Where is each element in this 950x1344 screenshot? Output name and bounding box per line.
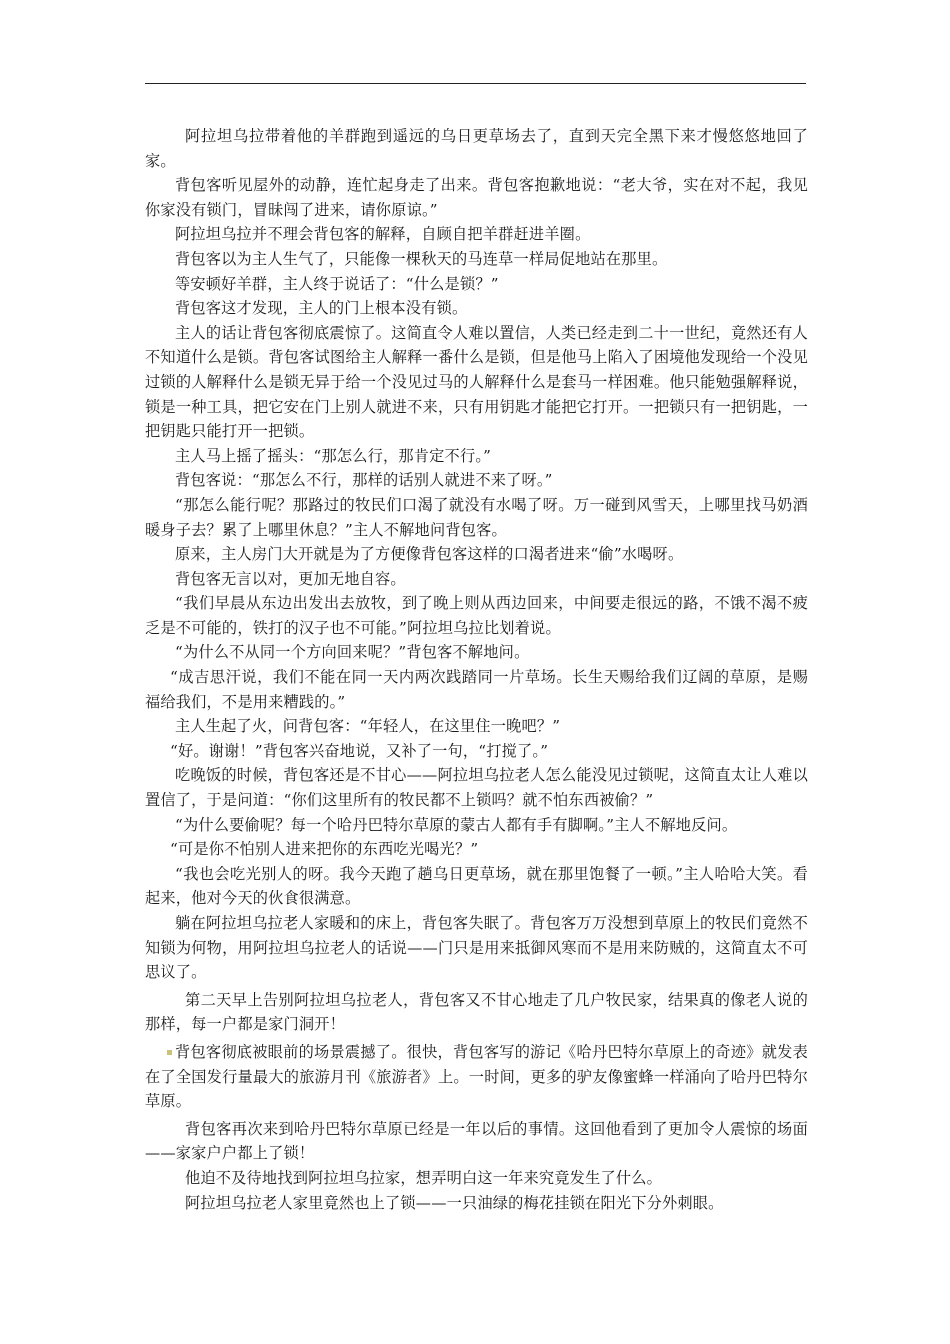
paragraph (145, 1040, 808, 1114)
paragraph: 背包客以为主人生气了，只能像一棵秋天的马连草一样局促地站在那里。 (175, 249, 668, 268)
paragraph: “为什么要偷呢？每一个哈丹巴特尔草原的蒙古人都有手有脚啊。”主人不解地反问。 (175, 815, 738, 834)
stray-mark-icon (167, 1050, 172, 1055)
paragraph: 背包客听见屋外的动静，连忙起身走了出来。背包客抱歉地说：“老大爷，实在对不起，我见你家没有锁门，冒昧闯了进来，请你原谅。” (145, 176, 808, 219)
paragraph: 背包客无言以对，更加无地自容。 (175, 569, 406, 588)
paragraph: 阿拉坦乌拉并不理会背包客的解释，自顾自把羊群赶进羊圈。 (175, 225, 591, 244)
paragraph: 背包客这才发现，主人的门上根本没有锁。 (175, 299, 468, 318)
paragraph: 主人马上摇了摇头：“那怎么行，那肯定不行。” (175, 446, 492, 465)
paragraph: 主人的话让背包客彻底震惊了。这简直令人难以置信，人类已经走到二十一世纪，竟然还有人不知道什么是锁。背包客试图给主人解释一番什么是锁，但是他马上陷入了困境他发现给一个没见过锁的人解释什么是锁无异于给一个没见过马的人解释什么是套马一样困难。他只能勉强解释说，锁是一种工具，把它安在门上别人就进不来，只有用钥匙才能把它打开。一把锁只有一把钥匙，一把钥匙只能打开一把锁。 (145, 323, 808, 441)
paragraph: 阿拉坦乌拉老人家里竟然也上了锁——一只油绿的梅花挂锁在阳光下分外刺眼。 (185, 1193, 724, 1212)
paragraph: “可是你不怕别人进来把你的东西吃光喝光？” (170, 840, 479, 859)
paragraph: 主人生起了火，问背包客：“年轻人，在这里住一晚吧？” (175, 717, 561, 736)
paragraph: 背包客说：“那怎么不行，那样的话别人就进不来了呀。” (175, 471, 553, 490)
paragraph: 原来，主人房门大开就是为了方便像背包客这样的口渴者进来“偷”水喝呀。 (175, 545, 684, 564)
paragraph-text: 背包客彻底被眼前的场景震撼了。很快，背包客写的游记《哈丹巴特尔草原上的奇迹》就发表在了全国发行量最大的旅游月刊《旅游者》上。一时间，更多的驴友像蜜蜂一样涌向了哈丹巴特尔草原。 (145, 1042, 808, 1111)
paragraph: 躺在阿拉坦乌拉老人家暖和的床上，背包客失眠了。背包客万万没想到草原上的牧民们竟然不知锁为何物，用阿拉坦乌拉老人的话说——门只是用来抵御风寒而不是用来防贼的，这简直太不可思议了。 (145, 914, 808, 982)
paragraph: “那怎么能行呢？那路过的牧民们口渴了就没有水喝了呀。万一碰到风雪天，上哪里找马奶酒暖身子去？累了上哪里休息？”主人不解地问背包客。 (145, 495, 808, 539)
paragraph: 第二天早上告别阿拉坦乌拉老人，背包客又不甘心地走了几户牧民家，结果真的像老人说的那样，每一户都是家门洞开！ (145, 990, 808, 1034)
paragraph: 等安顿好羊群，主人终于说话了：“什么是锁？” (175, 274, 499, 293)
paragraph: “好。谢谢！”背包客兴奋地说，又补了一句，“打搅了。” (170, 741, 549, 760)
paragraph: “为什么不从同一个方向回来呢？”背包客不解地问。 (175, 643, 530, 662)
paragraph: 他迫不及待地找到阿拉坦乌拉家，想弄明白这一年来究竟发生了什么。 (185, 1168, 663, 1187)
paragraph: “我们早晨从东边出发出去放牧，到了晚上则从西边回来，中间要走很远的路，不饿不渴不疲乏是不可能的，铁打的汉子也不可能。”阿拉坦乌拉比划着说。 (145, 594, 808, 637)
story-body (145, 124, 808, 1215)
paragraph: “成吉思汗说，我们不能在同一天内两次践踏同一片草场。长生天赐给我们辽阔的草原，是赐福给我们，不是用来糟践的。” (145, 668, 808, 711)
paragraph: “我也会吃光别人的呀。我今天跑了趟乌日更草场，就在那里饱餐了一顿。”主人哈哈大笑。看起来，他对今天的伙食很满意。 (145, 864, 808, 908)
paragraph: 背包客再次来到哈丹巴特尔草原已经是一年以后的事情。这回他看到了更加令人震惊的场面——家家户户都上了锁！ (145, 1119, 808, 1163)
header-rule (145, 83, 806, 84)
paragraph: 阿拉坦乌拉带着他的羊群跑到遥远的乌日更草场去了，直到天完全黑下来才慢悠悠地回了家。 (145, 127, 808, 170)
paragraph: 吃晚饭的时候，背包客还是不甘心——阿拉坦乌拉老人怎么能没见过锁呢，这简直太让人难以置信了，于是问道：“你们这里所有的牧民都不上锁吗？就不怕东西被偷？” (145, 766, 808, 810)
